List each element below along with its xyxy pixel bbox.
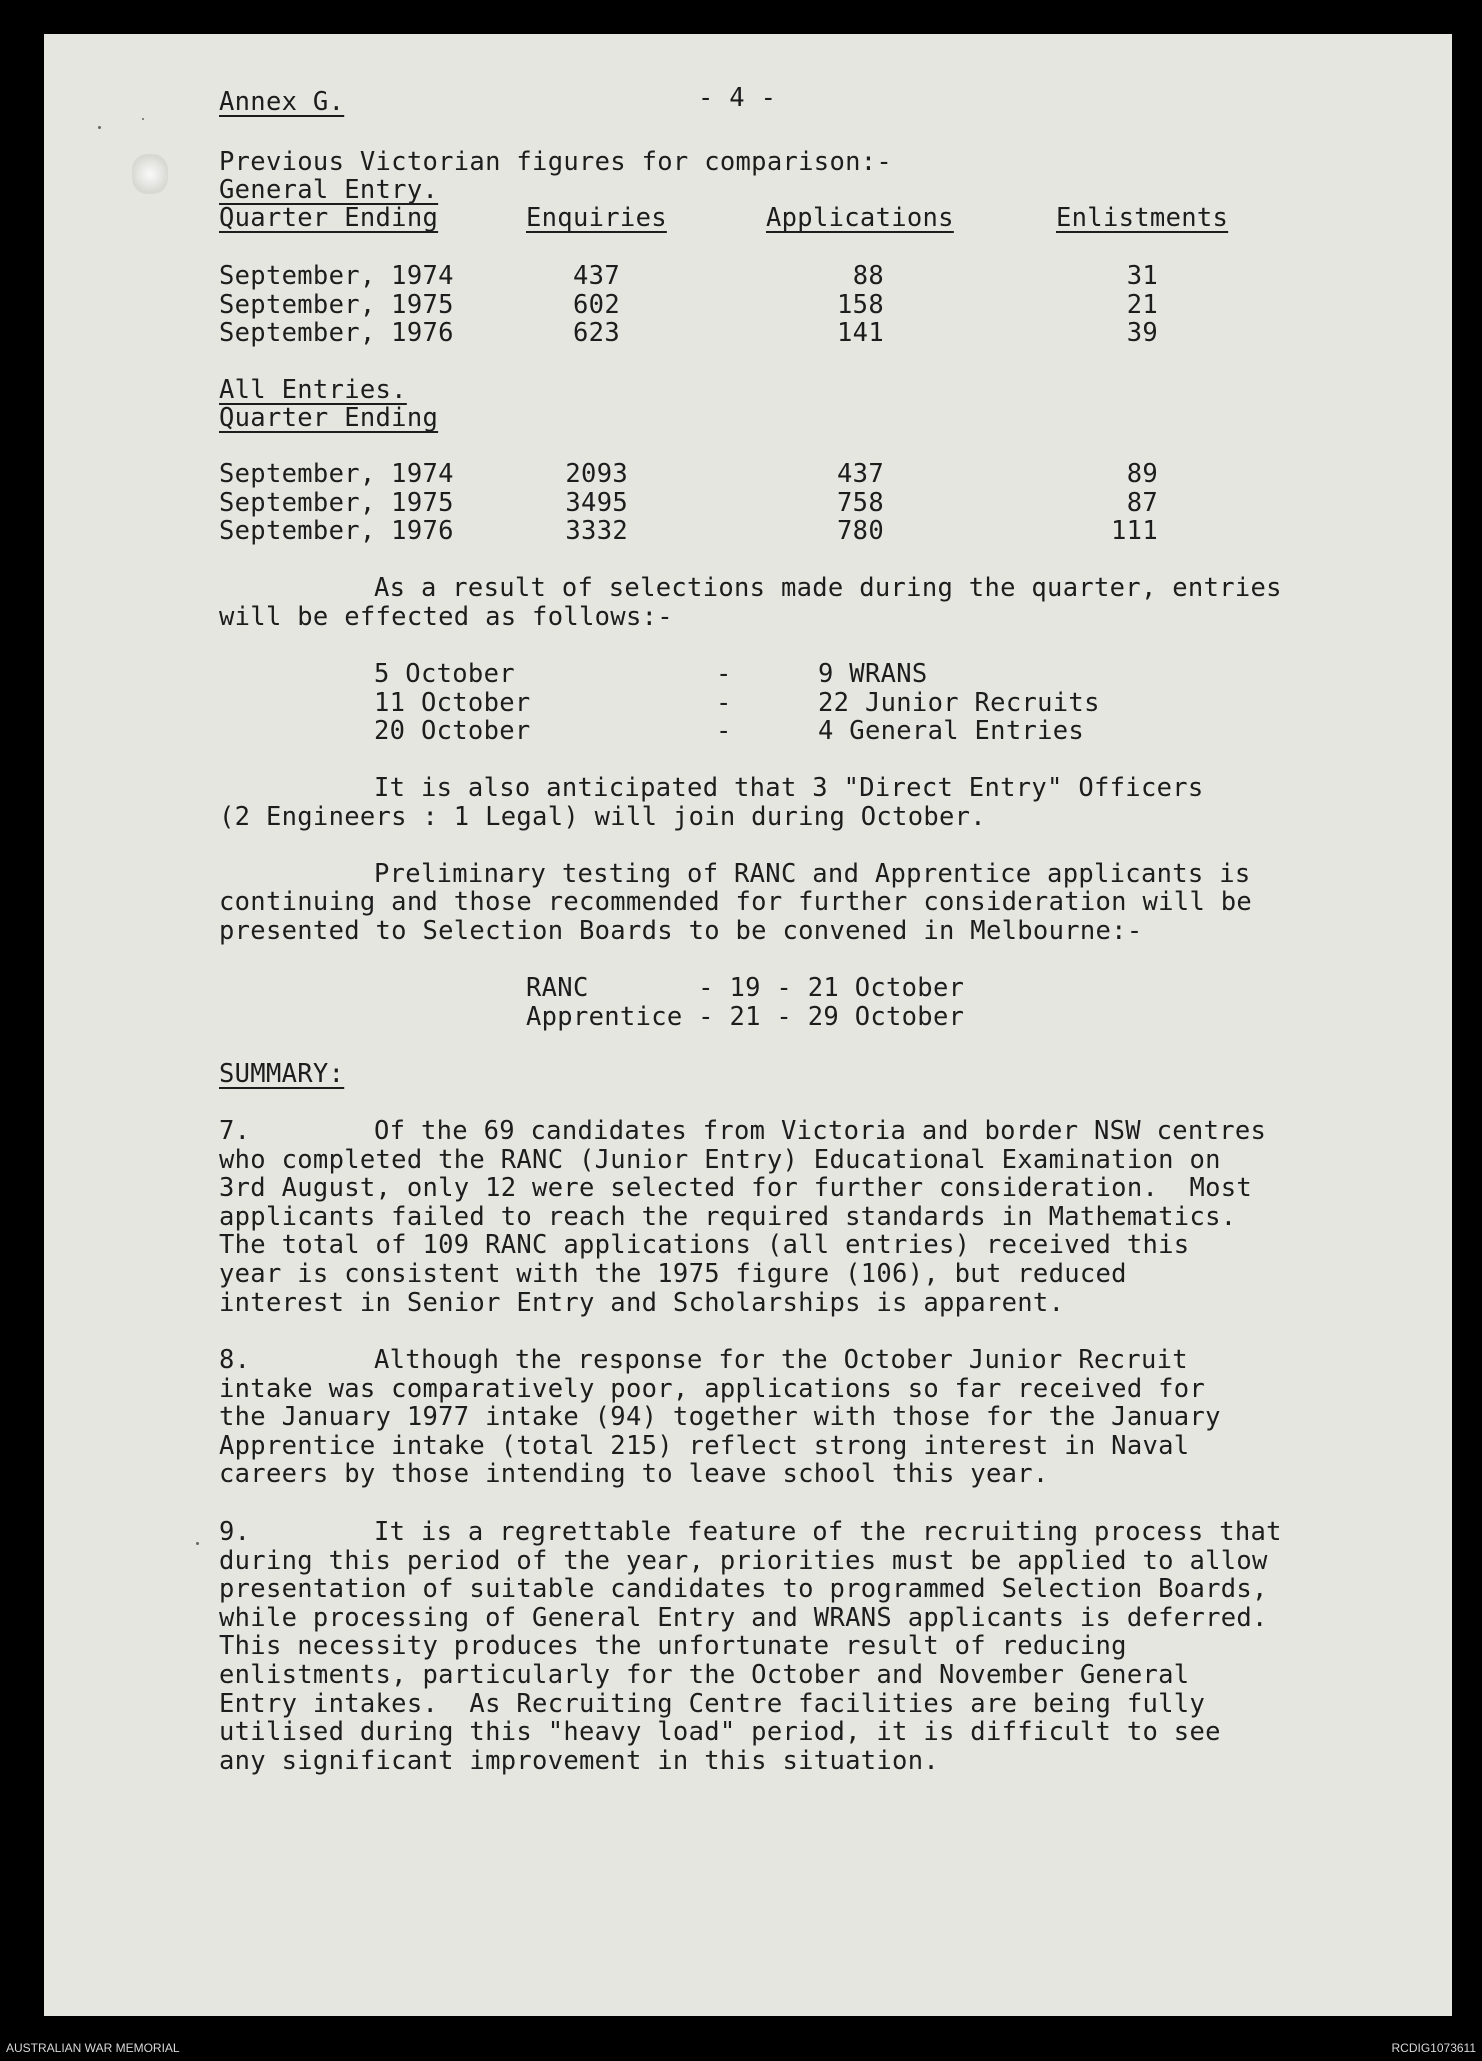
summary-heading: SUMMARY: bbox=[219, 1059, 345, 1089]
ge-row-quarter: September, 1976 bbox=[219, 318, 454, 349]
footer-source: AUSTRALIAN WAR MEMORIAL bbox=[6, 2041, 180, 2055]
paragraph-line: intake was comparatively poor, applications so far received for bbox=[219, 1373, 1206, 1404]
schedule-entry: 4 General Entries bbox=[818, 716, 1085, 747]
ae-row-quarter: September, 1975 bbox=[219, 487, 454, 518]
ae-row-applications: 780 bbox=[837, 516, 884, 547]
annex-label: Annex G. bbox=[219, 87, 345, 117]
schedule-dash: - bbox=[716, 687, 732, 718]
paragraph-number: 7. bbox=[219, 1116, 251, 1146]
ge-row-enlistments: 21 bbox=[1126, 289, 1158, 320]
staple-hole-mark bbox=[132, 154, 168, 194]
col-enquiries: Enquiries bbox=[526, 203, 667, 233]
ge-row-applications: 158 bbox=[837, 289, 884, 320]
officers-line: It is also anticipated that 3 "Direct Entry" Officers bbox=[374, 773, 1204, 803]
col-enlistments: Enlistments bbox=[1056, 203, 1229, 233]
paragraph-line: enlistments, particularly for the October and November General bbox=[219, 1660, 1190, 1690]
paragraph-line: The total of 109 RANC applications (all entries) received this bbox=[219, 1230, 1190, 1261]
paragraph-line: applicants failed to reach the required standards in Mathematics. bbox=[219, 1201, 1237, 1232]
ge-row-enquiries: 602 bbox=[573, 289, 620, 320]
schedule-date: 11 October bbox=[374, 687, 531, 718]
ge-row-enlistments: 31 bbox=[1126, 261, 1158, 291]
paragraph-line: the January 1977 intake (94) together with those for the January bbox=[219, 1402, 1221, 1433]
all-entries-column: Quarter Ending bbox=[219, 403, 439, 433]
ae-row-enquiries: 3332 bbox=[565, 516, 628, 547]
officers-line: (2 Engineers : 1 Legal) will join during October. bbox=[219, 802, 986, 832]
page-number: - 4 - bbox=[698, 83, 777, 113]
paragraph-line: Apprentice intake (total 215) reflect strong interest in Naval bbox=[219, 1430, 1190, 1461]
ae-row-enlistments: 111 bbox=[1111, 516, 1158, 547]
ge-row-enlistments: 39 bbox=[1126, 318, 1158, 349]
ge-row-applications: 141 bbox=[837, 318, 884, 349]
paragraph-line: careers by those intending to leave school this year. bbox=[219, 1459, 1049, 1490]
schedule-entry: 22 Junior Recruits bbox=[818, 687, 1100, 718]
col-applications: Applications bbox=[766, 203, 954, 233]
paper-speck bbox=[196, 1542, 199, 1545]
ae-row-quarter: September, 1974 bbox=[219, 459, 454, 489]
paper-speck bbox=[98, 126, 101, 129]
paragraph-line: during this period of the year, priorities must be applied to allow bbox=[219, 1545, 1268, 1576]
schedule-date: 5 October bbox=[374, 659, 515, 689]
schedule-dash: - bbox=[716, 659, 732, 689]
paragraph-line: year is consistent with the 1975 figure (106), but reduced bbox=[219, 1259, 1127, 1289]
ge-row-quarter: September, 1975 bbox=[219, 289, 454, 320]
paragraph-number: 8. bbox=[219, 1345, 251, 1375]
ae-row-applications: 437 bbox=[837, 459, 884, 489]
ge-row-enquiries: 623 bbox=[573, 318, 620, 349]
selections-line: will be effected as follows:- bbox=[219, 602, 673, 632]
testing-line: continuing and those recommended for further consideration will be bbox=[219, 887, 1253, 917]
all-entries-heading: All Entries. bbox=[219, 375, 407, 405]
col-quarter-ending: Quarter Ending bbox=[219, 203, 439, 233]
paragraph-line: Although the response for the October Junior Recruit bbox=[374, 1345, 1188, 1375]
footer-reference: RCDIG1073611 bbox=[1391, 2041, 1476, 2055]
general-entry-heading: General Entry. bbox=[219, 175, 439, 205]
paragraph-line: interest in Senior Entry and Scholarships is apparent. bbox=[219, 1287, 1065, 1318]
ge-row-enquiries: 437 bbox=[573, 261, 620, 291]
schedule-entry: 9 WRANS bbox=[818, 659, 928, 689]
ae-row-applications: 758 bbox=[837, 487, 884, 518]
intro-line: Previous Victorian figures for comparison:- bbox=[219, 147, 893, 177]
paragraph-line: This necessity produces the unfortunate result of reducing bbox=[219, 1631, 1127, 1662]
paragraph-line: Entry intakes. As Recruiting Centre facilities are being fully bbox=[219, 1688, 1206, 1719]
ae-row-enquiries: 3495 bbox=[565, 487, 628, 518]
selection-board: Apprentice - 21 - 29 October bbox=[526, 1002, 965, 1032]
schedule-dash: - bbox=[716, 716, 732, 747]
paragraph-line: 3rd August, only 12 were selected for further consideration. Most bbox=[219, 1173, 1253, 1204]
paragraph-line: utilised during this "heavy load" period, it is difficult to see bbox=[219, 1717, 1221, 1748]
selection-board: RANC - 19 - 21 October bbox=[526, 973, 965, 1003]
testing-line: presented to Selection Boards to be convened in Melbourne:- bbox=[219, 916, 1143, 946]
selections-line: As a result of selections made during the quarter, entries bbox=[374, 573, 1282, 603]
paper-speck bbox=[142, 118, 144, 120]
paragraph-number: 9. bbox=[219, 1517, 251, 1547]
ae-row-quarter: September, 1976 bbox=[219, 516, 454, 547]
ae-row-enlistments: 87 bbox=[1126, 487, 1158, 518]
ae-row-enlistments: 89 bbox=[1126, 459, 1158, 489]
paragraph-line: presentation of suitable candidates to programmed Selection Boards, bbox=[219, 1574, 1268, 1605]
ge-row-quarter: September, 1974 bbox=[219, 261, 454, 291]
ge-row-applications: 88 bbox=[852, 261, 884, 291]
paragraph-line: while processing of General Entry and WRANS applicants is deferred. bbox=[219, 1602, 1268, 1633]
paragraph-line: Of the 69 candidates from Victoria and border NSW centres bbox=[374, 1116, 1267, 1146]
schedule-date: 20 October bbox=[374, 716, 531, 747]
testing-line: Preliminary testing of RANC and Apprentice applicants is bbox=[374, 859, 1251, 889]
paragraph-line: who completed the RANC (Junior Entry) Educational Examination on bbox=[219, 1144, 1221, 1175]
paragraph-line: It is a regrettable feature of the recruiting process that bbox=[374, 1517, 1282, 1547]
paragraph-line: any significant improvement in this situation. bbox=[219, 1745, 940, 1776]
ae-row-enquiries: 2093 bbox=[565, 459, 628, 489]
